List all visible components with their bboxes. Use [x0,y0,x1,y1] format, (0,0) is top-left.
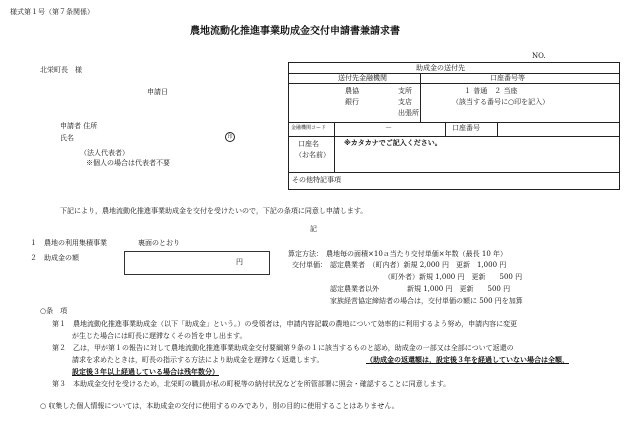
account-types: １ 普通 ２ 当座 [464,87,518,95]
inst-code-dash: － [385,124,392,132]
holder-label-2: （お名前） [295,151,330,159]
calc-line: （町外者）新規 1,000 円 更新 500 円 [384,273,523,281]
account-types-note: （該当する番号に○印を記入） [452,98,550,106]
calc-line: 認定農業者以外 新規 1,000 円 更新 500 円 [330,285,511,293]
inst-code-label: 金融機関コード [291,125,327,131]
calc-line: 家族経営協定締結者の場合は，交付単価の額に 500 円を加算 [330,297,523,305]
applicant-name-label: 氏名 [60,134,74,142]
calc-method-text: 農地毎の面積×10ａ当たり交付単価×年数（最長 10 年） [326,250,507,258]
clause-line-emphasis: 設定後３年以上経過している場合は残年数分） [72,368,219,376]
calc-method-label: 算定方法： [288,250,323,258]
other-label: その他特記事項 [292,176,341,184]
branch-type-shiten: 支店 [398,98,412,106]
intro-text: 下記により，農地流動化推進事業助成金を交付を受けたいので，下記の条項に同意し申請します。 [60,207,368,215]
application-date-label: 申請日 [147,88,168,96]
item1-value: 裏面のとおり [138,239,180,247]
bank-header: 助成金の送付先 [416,64,465,72]
clause-line: 第２ 乙は，甲が第１の報告に対して農地流動化推進事業助成金交付要綱第９条の１に該当するものと認め，助成金の一部又は全部について返還の [52,344,514,352]
clause-line: が生じた場合には町長に遅滞なくその旨を申し出ます。 [72,332,247,340]
account-no-label: 口座番号 [452,124,480,132]
branch-type-shuchojo: 出張所 [398,109,419,117]
inst-type-bank: 銀行 [345,98,359,106]
amount-field[interactable] [124,251,270,275]
calc-line: 認定農業者 （町内者）新規 2,000 円 更新 1,000 円 [330,261,507,269]
representative-label: （法人代表者） [80,149,129,157]
clause-line: 請求を求めたときは，町長の指示する方法により助成金を遅滞なく返還します。 [72,356,324,364]
calc-unit-label: 交付単価： [292,261,327,269]
form-number: 様式第１号（第７条関係） [10,8,94,16]
account-type-header: 口座番号等 [490,74,525,82]
ki-mark: 記 [310,225,317,233]
item1-label: １ 農地の利用集積事業 [30,239,107,247]
institution-header: 送付先金融機関 [338,74,387,82]
addressee: 北栄町長 様 [40,66,82,74]
inst-type-nokyo: 農協 [345,87,359,95]
clause-line: 第１ 農地流動化推進事業助成金（以下「助成金」という。）の受領者は，申請内容記載の農地について効率的に利用するよう努め，申請内容に変更 [52,320,518,328]
individual-note: ※個人の場合は代表者不要 [86,159,170,167]
clause-line: 第３ 本助成金交付を受けるため，北栄町の職員が私の町税等の納付状況などを所管部署に照会・確認することに同意します。 [52,380,451,388]
applicant-address-label: 申請者 住所 [60,122,98,130]
branch-type-shisho: 支所 [398,87,412,95]
seal-icon: 印 [225,132,235,142]
item2-label: ２ 助成金の額 [30,254,79,262]
document-title: 農地流動化推進事業助成金交付申請書兼請求書 [190,26,400,37]
katakana-note: ※カタカナでご記入ください。 [344,139,442,147]
holder-label-1: 口座名 [298,140,319,148]
yen-label: 円 [236,258,243,266]
clause-line-emphasis: （助成金の返還額は，設定後３年を経過していない場合は全額， [366,356,569,364]
privacy-note: ○ 収集した個人情報については，本助成金の交付に使用するのみであり，別の目的に使用することはありません。 [40,402,399,410]
number-label: NO. [532,52,546,60]
clauses-heading: ○条 項 [40,307,68,315]
